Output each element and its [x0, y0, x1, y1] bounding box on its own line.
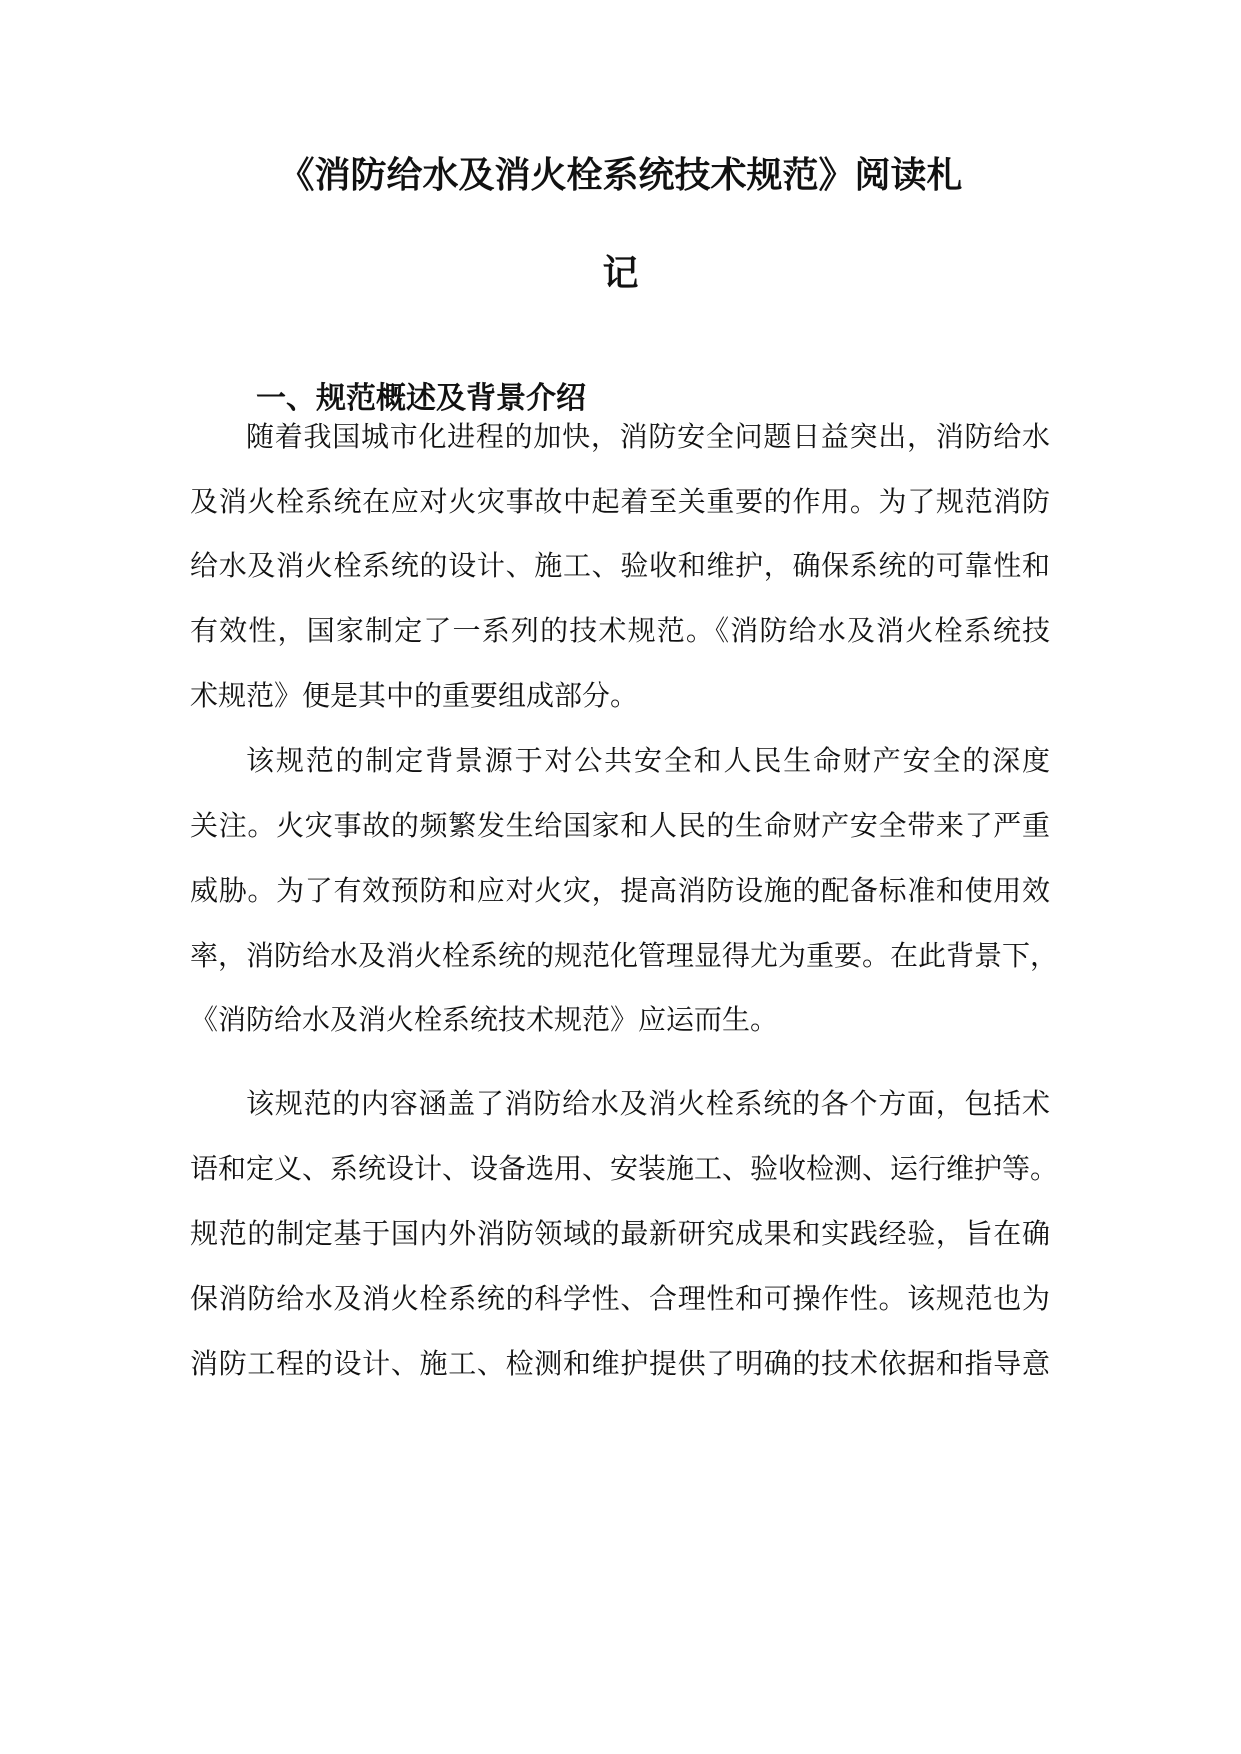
paragraph-2-line-3: 威胁。为了有效预防和应对火灾，提高消防设施的配备标准和使用效 [190, 874, 1050, 907]
paragraph-1-line-2: 及消火栓系统在应对火灾事故中起着至关重要的作用。为了规范消防 [190, 485, 1050, 518]
paragraph-1-line-4: 有效性，国家制定了一系列的技术规范。《消防给水及消火栓系统技 [190, 614, 1050, 647]
document-title-line-2: 记 [602, 253, 639, 294]
document-title-line-1: 《消防给水及消火栓系统技术规范》阅读札 [278, 155, 963, 196]
paragraph-3-line-2: 语和定义、系统设计、设备选用、安装施工、验收检测、运行维护等。 [190, 1152, 1059, 1185]
paragraph-3-line-5: 消防工程的设计、施工、检测和维护提供了明确的技术依据和指导意 [190, 1347, 1050, 1380]
paragraph-2-line-5: 《消防给水及消火栓系统技术规范》应运而生。 [190, 1003, 779, 1036]
paragraph-3-line-4: 保消防给水及消火栓系统的科学性、合理性和可操作性。该规范也为 [190, 1282, 1050, 1315]
paragraph-1-line-1: 随着我国城市化进程的加快，消防安全问题日益突出，消防给水 [246, 420, 1050, 453]
paragraph-3-line-1: 该规范的内容涵盖了消防给水及消火栓系统的各个方面，包括术 [246, 1087, 1050, 1120]
paragraph-2-line-2: 关注。火灾事故的频繁发生给国家和人民的生命财产安全带来了严重 [190, 809, 1050, 842]
paragraph-2-line-1: 该规范的制定背景源于对公共安全和人民生命财产安全的深度 [246, 744, 1050, 777]
paragraph-1-line-3: 给水及消火栓系统的设计、施工、验收和维护，确保系统的可靠性和 [190, 549, 1050, 582]
paragraph-3-line-3: 规范的制定基于国内外消防领域的最新研究成果和实践经验，旨在确 [190, 1217, 1050, 1250]
paragraph-1-line-5: 术规范》便是其中的重要组成部分。 [190, 679, 639, 712]
section-heading: 一、规范概述及背景介绍 [256, 381, 586, 416]
paragraph-2-line-4: 率，消防给水及消火栓系统的规范化管理显得尤为重要。在此背景下， [190, 939, 1059, 972]
